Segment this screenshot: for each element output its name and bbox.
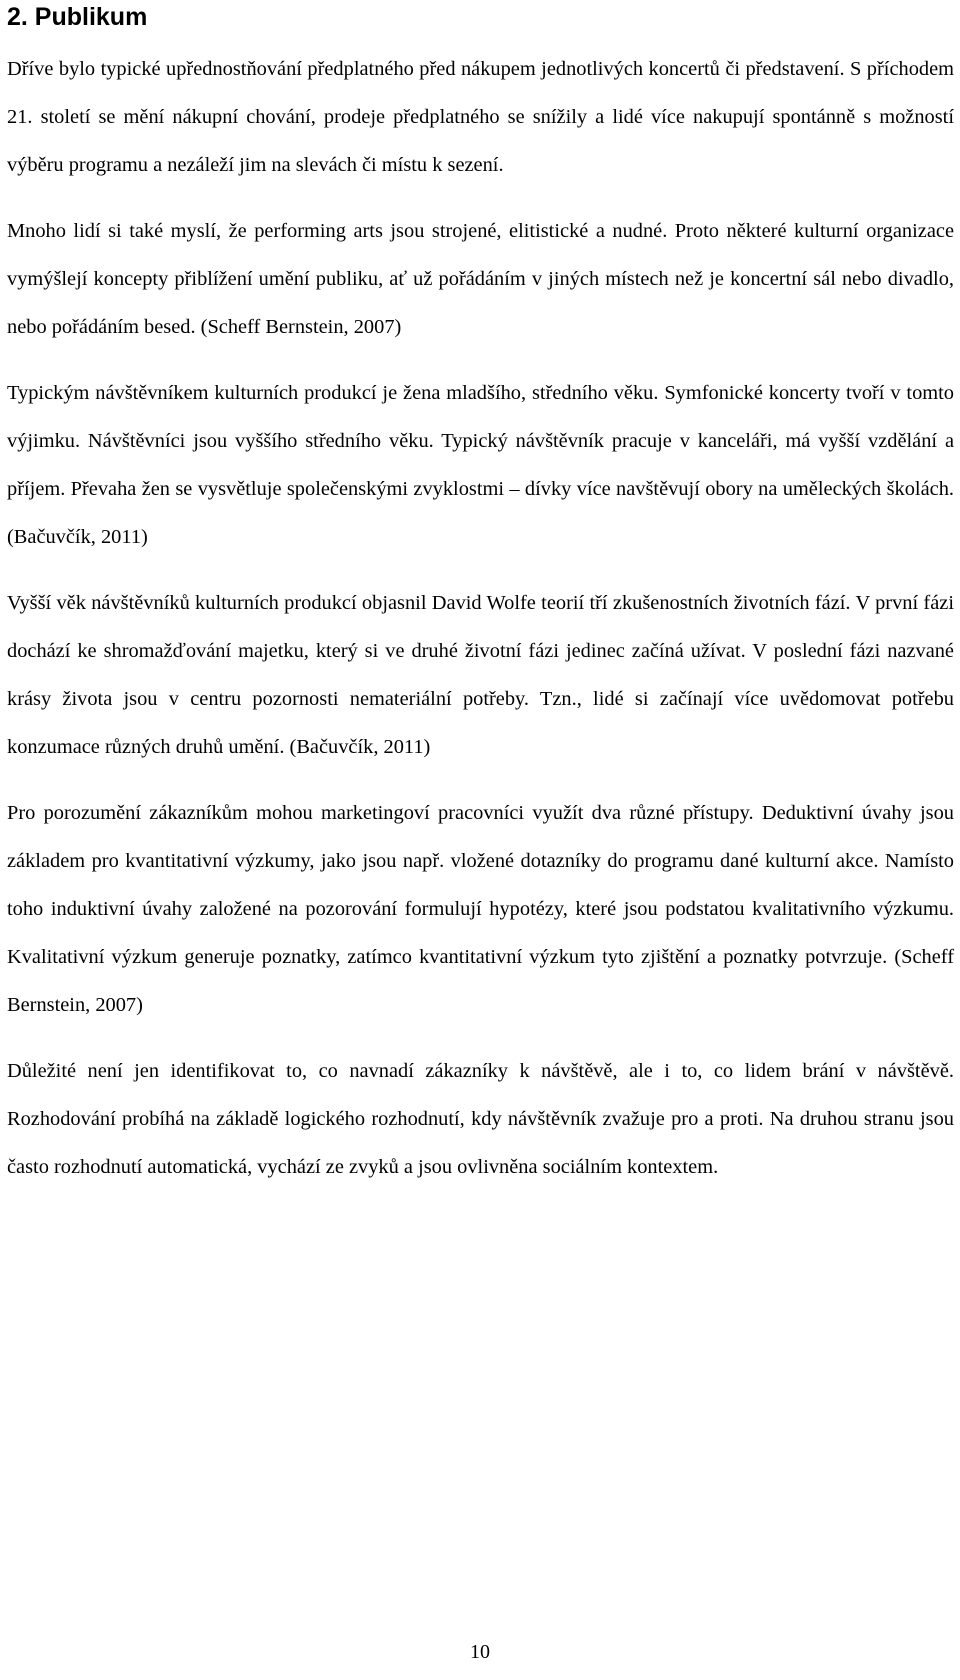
- section-body: [7, 45, 954, 1209]
- paragraph-research-approaches: Pro porozumění zákazníkům mohou marketingoví pracovníci využít dva různé přístupy. Deduktivní úvahy jsou základem pro kvantitativní výzkumy, jako jsou např. vložené dotazníky do programu dané kulturní akce. Namísto toho induktivní úvahy založené na pozorování formulují hypotézy, které jsou podstatou kvalitativního výzkumu. Kvalitativní výzkum generuje poznatky, zatímco kvantitativní výzkum tyto zjištění a poznatky potvrzuje. (Scheff Bernstein, 2007): [7, 802, 954, 1016]
- paragraph-subscriptions: Dříve bylo typické upřednostňování předplatného před nákupem jednotlivých koncertů či představení. S příchodem 21. století se mění nákupní chování, prodeje předplatného se snížily a lidé více nakupují spontánně s možností výběru programu a nezáleží jim na slevách či místu k sezení.: [7, 58, 954, 176]
- paragraph-typical-visitor: Typickým návštěvníkem kulturních produkcí je žena mladšího, středního věku. Symfonické koncerty tvoří v tomto výjimku. Návštěvníci jsou vyššího středního věku. Typický návštěvník pracuje v kanceláři, má vyšší vzdělání a příjem. Převaha žen se vysvětluje společenskými zvyklostmi – dívky více navštěvují obory na uměleckých školách. (Bačuvčík, 2011): [7, 382, 954, 548]
- page-number: 10: [470, 1641, 490, 1663]
- section-heading: 2. Publikum: [7, 3, 148, 31]
- paragraph-performing-arts: Mnoho lidí si také myslí, že performing arts jsou strojené, elitistické a nudné. Proto některé kulturní organizace vymýšlejí koncepty přiblížení umění publiku, ať už pořádáním v jiných místech než je koncertní sál nebo divadlo, nebo pořádáním besed. (Scheff Bernstein, 2007): [7, 220, 954, 338]
- paragraph-decision-making: Důležité není jen identifikovat to, co navnadí zákazníky k návštěvě, ale i to, co lidem brání v návštěvě. Rozhodování probíhá na základě logického rozhodnutí, kdy návštěvník zvažuje pro a proti. Na druhou stranu jsou často rozhodnutí automatická, vychází ze zvyků a jsou ovlivněna sociálním kontextem.: [7, 1060, 954, 1178]
- paragraph-life-phases: Vyšší věk návštěvníků kulturních produkcí objasnil David Wolfe teorií tří zkušenostních životních fází. V první fázi dochází ke shromažďování majetku, který si ve druhé životní fázi jedinec začíná užívat. V poslední fázi nazvané krásy života jsou v centru pozornosti nemateriální potřeby. Tzn., lidé si začínají více uvědomovat potřebu konzumace různých druhů umění. (Bačuvčík, 2011): [7, 592, 954, 758]
